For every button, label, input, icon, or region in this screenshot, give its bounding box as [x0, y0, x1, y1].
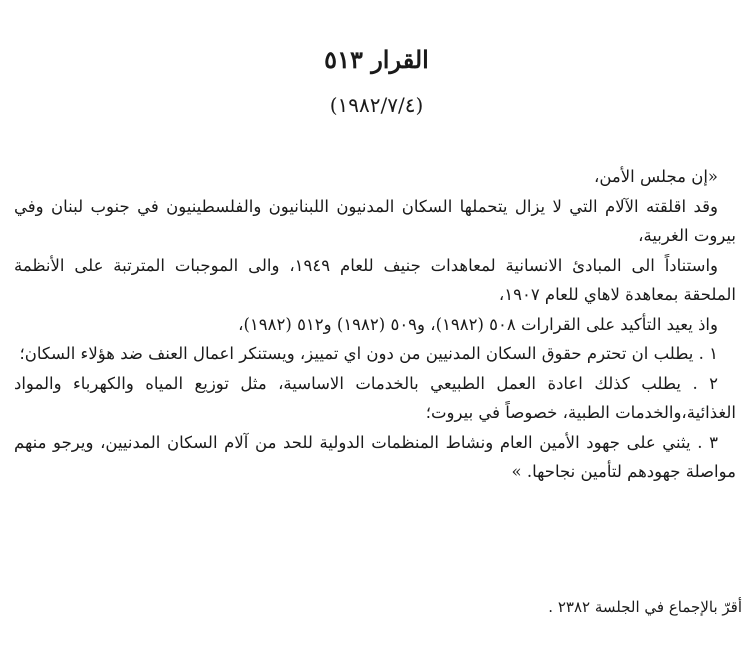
- resolution-date: (١٩٨٢/٧/٤): [329, 93, 424, 117]
- operative-paragraph: ٢ . يطلب كذلك اعادة العمل الطبيعي بالخدمات الاساسية، مثل توزيع المياه والكهرباء والمواد الغذائية،والخدمات الطبية، خصوصاً في بيروت؛: [14, 373, 736, 422]
- preamble-paragraph: واستناداً الى المبادئ الانسانية لمعاهدات جنيف للعام ١٩٤٩، والى الموجبات المترتبة على الأنظمة الملحقة بمعاهدة لاهاي للعام ١٩٠٧،: [14, 255, 736, 304]
- preamble-paragraph: واذ يعيد التأكيد على القرارات ٥٠٨ (١٩٨٢)، و٥٠٩ (١٩٨٢) و٥١٢ (١٩٨٢)،: [238, 314, 718, 334]
- adoption-note: أقرّ بالإجماع في الجلسة ٢٣٨٢ .: [548, 598, 742, 616]
- preamble-paragraph: وقد اقلقته الآلام التي لا يزال يتحملها السكان المدنيون اللبنانيون والفلسطينيون في جنوب لبنان وفي بيروت الغربية،: [14, 196, 736, 245]
- resolution-body: [14, 162, 736, 487]
- operative-paragraph: ١ . يطلب ان تحترم حقوق السكان المدنيين من دون اي تمييز، ويستنكر اعمال العنف ضد هؤلاء السكان؛: [19, 344, 718, 363]
- opening-line: «إن مجلس الأمن،: [594, 167, 718, 186]
- resolution-title: القرار ٥١٣: [324, 45, 429, 74]
- operative-paragraph: ٣ . يثني على جهود الأمين العام ونشاط المنظمات الدولية للحد من آلام السكان المدنيين، ويرجو منهم مواصلة جهودهم لتأمين نجاحها. »: [14, 432, 736, 481]
